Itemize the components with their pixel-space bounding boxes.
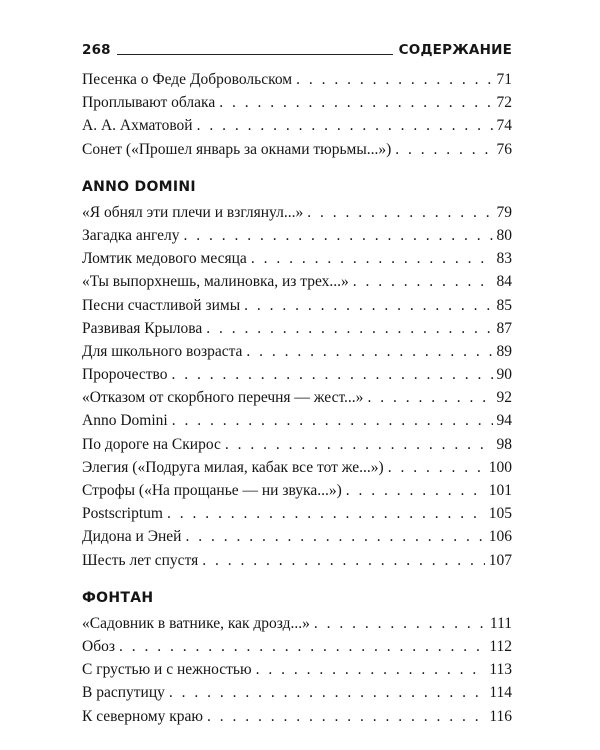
toc-group-continuation <box>82 68 512 161</box>
toc-entry-title: По дороге на Скирос <box>82 435 221 453</box>
toc-entry[interactable] <box>82 317 512 340</box>
toc-entry-title: Песенка о Феде Добровольском <box>82 71 293 88</box>
toc-entry-page: 71 <box>496 71 512 88</box>
toc-entry-title: А. А. Ахматовой <box>82 117 193 135</box>
toc-group-anno-domini <box>82 201 512 572</box>
toc-entry-page: 84 <box>496 273 512 291</box>
running-head-title: СОДЕРЖАНИЕ <box>398 42 512 58</box>
dot-leader <box>171 363 492 386</box>
dot-leader <box>346 479 485 502</box>
dot-leader <box>251 247 493 270</box>
dot-leader <box>172 409 493 432</box>
toc-entry-page: 80 <box>496 226 512 244</box>
toc-entry-page: 79 <box>496 203 512 221</box>
toc-entry-page: 113 <box>489 661 512 679</box>
dot-leader <box>206 317 492 340</box>
toc-entry-page: 100 <box>488 458 512 476</box>
toc-entry-title: Развивая Крылова <box>82 319 203 337</box>
toc-entry[interactable] <box>82 270 512 293</box>
toc-page <box>82 36 512 728</box>
toc-entry[interactable] <box>82 705 512 728</box>
toc-entry-title: Проплывают облака <box>82 94 216 112</box>
toc-entry-title: Дидона и Эней <box>82 528 182 546</box>
toc-entry-page: 106 <box>488 528 512 546</box>
section-title-anno-domini: ANNO DOMINI <box>82 178 196 195</box>
toc-entry-title: «Садовник в ватнике, как дрозд...» <box>82 614 310 632</box>
dot-leader <box>119 635 485 658</box>
toc-entry-title: Загадка ангелу <box>82 226 180 244</box>
header-rule <box>117 54 393 55</box>
toc-entry-title: Postscriptum <box>82 505 163 523</box>
page-number: 268 <box>82 42 111 58</box>
toc-entry-page: 111 <box>489 614 512 632</box>
toc-entry-page: 94 <box>496 412 512 430</box>
toc-entry[interactable] <box>82 433 512 456</box>
toc-entry[interactable] <box>82 91 512 114</box>
section-title-fontan: ФОНТАН <box>82 589 154 606</box>
toc-entry-page: 74 <box>496 117 512 135</box>
toc-entry-title: Обоз <box>82 637 115 655</box>
toc-entry[interactable] <box>82 138 512 161</box>
running-head <box>82 36 512 58</box>
dot-leader <box>219 91 492 114</box>
toc-entry-page: 105 <box>488 505 512 523</box>
toc-entry[interactable] <box>82 386 512 409</box>
toc-entry-title: В распутицу <box>82 684 165 702</box>
dot-leader <box>307 201 492 224</box>
toc-entry[interactable] <box>82 224 512 247</box>
toc-entry[interactable] <box>82 340 512 363</box>
toc-entry[interactable] <box>82 549 512 572</box>
toc-entry-title: Пророчество <box>82 366 168 384</box>
toc-entry-page: 114 <box>489 684 512 702</box>
toc-entry[interactable] <box>82 409 512 432</box>
toc-entry-title: Anno Domini <box>82 412 168 430</box>
toc-entry-title: К северному краю <box>82 707 203 725</box>
dot-leader <box>197 114 493 137</box>
toc-entry[interactable] <box>82 456 512 479</box>
toc-entry[interactable] <box>82 635 512 658</box>
toc-entry-page: 92 <box>496 389 512 407</box>
toc-entry-page: 98 <box>496 435 512 453</box>
toc-entry-page: 85 <box>496 296 512 314</box>
toc-entry[interactable] <box>82 681 512 704</box>
toc-entry-title: С грустью и с нежностью <box>82 661 252 679</box>
dot-leader <box>395 138 492 161</box>
dot-leader <box>246 340 492 363</box>
toc-entry[interactable] <box>82 363 512 386</box>
toc-entry-page: 107 <box>488 551 512 569</box>
dot-leader <box>169 681 485 704</box>
toc-entry-page: 116 <box>489 707 512 725</box>
dot-leader <box>388 456 485 479</box>
toc-entry-title: Строфы («На прощанье — ни звука...») <box>82 482 342 499</box>
toc-entry-title: Сонет («Прошел январь за окнами тюрьмы...») <box>82 140 392 158</box>
toc-entry-title: Ломтик медового месяца <box>82 250 247 268</box>
toc-entry[interactable] <box>82 247 512 270</box>
toc-entry[interactable] <box>82 502 512 525</box>
toc-group-fontan <box>82 612 512 728</box>
toc-entry-title: Для школьного возраста <box>82 342 243 360</box>
toc-entry-title: «Я обнял эти плечи и взглянул...» <box>82 203 304 221</box>
toc-entry[interactable] <box>82 479 512 502</box>
toc-entry-title: Шесть лет спустя <box>82 551 199 569</box>
dot-leader <box>353 270 493 293</box>
dot-leader <box>296 68 492 91</box>
toc-entry-title: Песни счастливой зимы <box>82 296 241 314</box>
toc-entry-page: 89 <box>496 342 512 360</box>
toc-entry-page: 90 <box>496 366 512 384</box>
toc-entry-title: «Отказом от скорбного перечня — жест...» <box>82 389 364 407</box>
toc-entry-title: Элегия («Подруга милая, кабак все тот же...») <box>82 458 384 476</box>
toc-entry-page: 72 <box>496 94 512 112</box>
dot-leader <box>367 386 492 409</box>
dot-leader <box>225 433 493 456</box>
toc-entry[interactable] <box>82 525 512 548</box>
toc-entry-page: 101 <box>488 482 512 499</box>
toc-entry-title: «Ты выпорхнешь, малиновка, из трех...» <box>82 273 349 291</box>
toc-entry-page: 76 <box>496 140 512 158</box>
toc-entry[interactable] <box>82 658 512 681</box>
toc-entry-page: 83 <box>496 250 512 268</box>
toc-entry[interactable] <box>82 114 512 137</box>
dot-leader <box>184 224 493 247</box>
dot-leader <box>185 525 484 548</box>
toc-entry-page: 87 <box>496 319 512 337</box>
toc-entry[interactable] <box>82 294 512 317</box>
toc-entry[interactable] <box>82 68 512 91</box>
toc-entry[interactable] <box>82 201 512 224</box>
dot-leader <box>244 294 492 317</box>
dot-leader <box>207 705 485 728</box>
toc-entry[interactable] <box>82 612 512 635</box>
dot-leader <box>256 658 486 681</box>
dot-leader <box>167 502 485 525</box>
dot-leader <box>202 549 484 572</box>
toc-entry-page: 112 <box>489 637 512 655</box>
dot-leader <box>314 612 486 635</box>
